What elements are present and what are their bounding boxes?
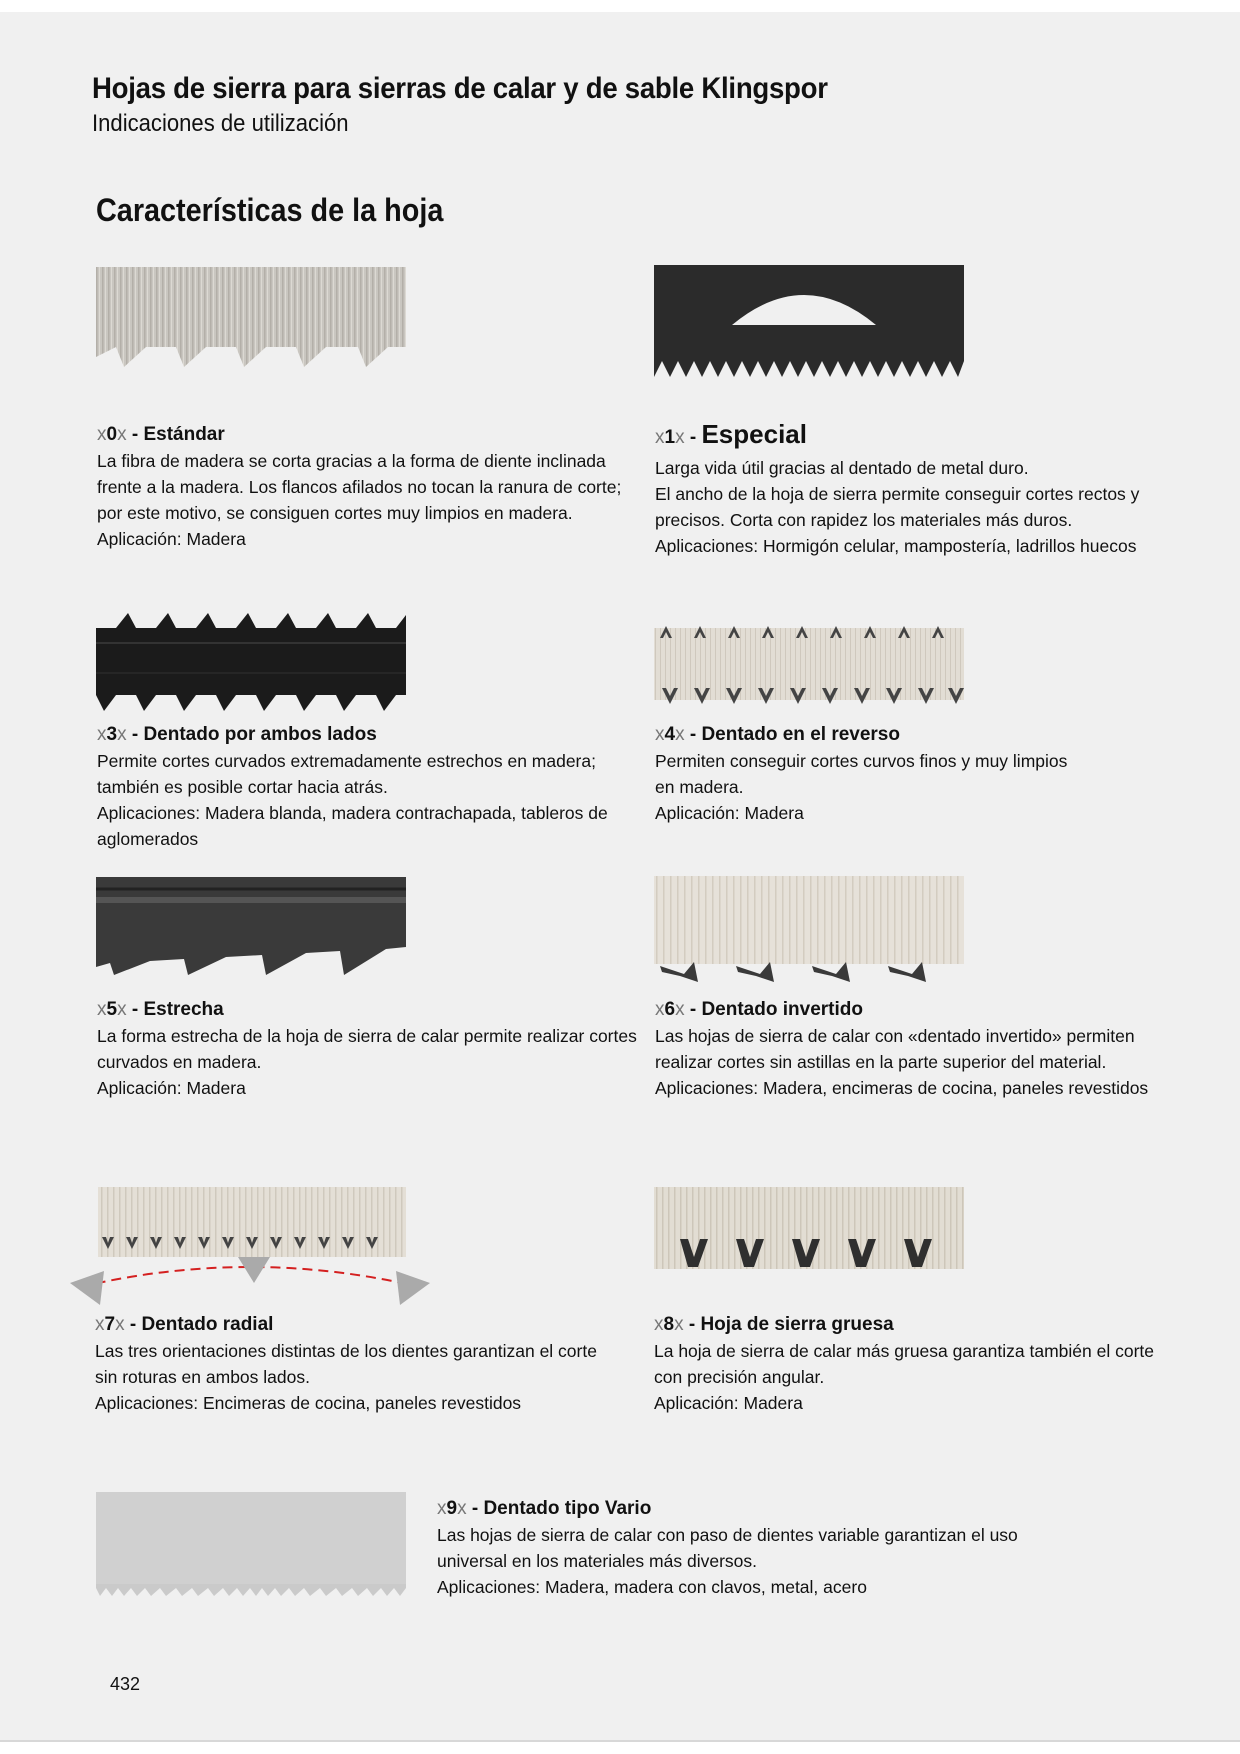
entry-text-line: Las hojas de sierra de calar con paso de dientes variable garantizan el uso — [437, 1525, 1018, 1545]
entry-heading: x8x - Hoja de sierra gruesa — [654, 1314, 894, 1335]
entry-heading: x4x - Dentado en el reverso — [655, 724, 900, 745]
entry-text-line: Permite cortes curvados extremadamente estrechos en madera; — [97, 751, 596, 771]
entry-heading: x1x - Especial — [655, 419, 807, 449]
blade-image-x7x — [70, 1187, 430, 1313]
entry-text-line: Larga vida útil gracias al dentado de metal duro. — [655, 458, 1029, 478]
entry-text-line: Aplicación: Madera — [97, 1078, 246, 1098]
entry-text-line: universal en los materiales más diversos. — [437, 1551, 757, 1571]
entry-heading: x3x - Dentado por ambos lados — [97, 724, 377, 745]
entry-text-line: con precisión angular. — [654, 1367, 825, 1387]
entry-text-line: Aplicaciones: Hormigón celular, mampostería, ladrillos huecos — [655, 536, 1137, 556]
section-title: Características de la hoja — [96, 192, 444, 228]
entry-text-line: La hoja de sierra de calar más gruesa garantiza también el corte — [654, 1341, 1154, 1361]
entry-text-line: precisos. Corta con rapidez los materiales más duros. — [655, 510, 1073, 530]
entry-x5x — [97, 997, 637, 1101]
entry-name: - Dentado en el reverso — [684, 724, 900, 745]
entry-x7x — [95, 1312, 615, 1416]
entry-text-line: Aplicación: Madera — [654, 1393, 803, 1413]
entry-name: - Dentado radial — [124, 1314, 274, 1335]
entry-text-line: curvados en madera. — [97, 1052, 262, 1072]
entry-heading: x6x - Dentado invertido — [655, 999, 863, 1020]
blade-image-x4x — [654, 606, 964, 724]
entry-text-line: Las tres orientaciones distintas de los dientes garantizan el corte — [95, 1341, 597, 1361]
entry-heading: x5x - Estrecha — [97, 999, 224, 1020]
blade-image-x9x — [96, 1492, 406, 1604]
entry-x0x — [97, 422, 622, 552]
blade-image-x0x — [96, 267, 406, 385]
blade-image-x1x — [654, 265, 964, 383]
blade-image-x6x — [654, 872, 964, 990]
entry-heading: x9x - Dentado tipo Vario — [437, 1498, 652, 1519]
entry-x6x — [655, 997, 1175, 1101]
entry-name: Especial — [701, 419, 807, 449]
entry-text-line: Aplicaciones: Madera, encimeras de cocina, paneles revestidos — [655, 1078, 1149, 1098]
entry-name: - Dentado por ambos lados — [126, 724, 377, 745]
entry-x4x — [655, 722, 1175, 826]
blade-image-x8x — [654, 1187, 964, 1269]
entry-name: - Dentado invertido — [684, 999, 863, 1020]
entry-text-line: frente a la madera. Los flancos afilados no tocan la ranura de corte; — [97, 477, 622, 497]
entry-text-line: Aplicaciones: Madera, madera con clavos, metal, acero — [437, 1577, 867, 1597]
entry-text-line: por este motivo, se consiguen cortes muy limpios en madera. — [97, 503, 573, 523]
entry-name: - Dentado tipo Vario — [466, 1498, 652, 1519]
entry-x3x — [97, 722, 617, 852]
blade-image-x3x — [96, 604, 406, 722]
document-title: Hojas de sierra para sierras de calar y de sable Klingspor — [92, 72, 828, 105]
entry-name: - Hoja de sierra gruesa — [683, 1314, 894, 1335]
entry-text-line: Aplicación: Madera — [655, 803, 804, 823]
entry-text-line: Aplicaciones: Madera blanda, madera contrachapada, tableros de — [97, 803, 608, 823]
entry-heading: x0x - Estándar — [97, 424, 225, 445]
entry-heading: x7x - Dentado radial — [95, 1314, 274, 1335]
entry-x9x — [437, 1496, 1018, 1600]
entry-text-line: Las hojas de sierra de calar con «dentado invertido» permiten — [655, 1026, 1135, 1046]
entry-x1x — [655, 417, 1175, 559]
entry-text-line: La forma estrecha de la hoja de sierra de calar permite realizar cortes — [97, 1026, 637, 1046]
entry-text-line: El ancho de la hoja de sierra permite conseguir cortes rectos y — [655, 484, 1140, 504]
entry-name: - Estándar — [126, 424, 225, 445]
blade-image-x5x — [96, 868, 406, 986]
entry-text-line: también es posible cortar hacia atrás. — [97, 777, 388, 797]
entry-text-line: aglomerados — [97, 829, 199, 849]
entry-x8x — [654, 1312, 1174, 1416]
entry-text-line: La fibra de madera se corta gracias a la forma de diente inclinada — [97, 451, 606, 471]
document-subtitle: Indicaciones de utilización — [92, 110, 349, 137]
entry-text-line: Permiten conseguir cortes curvos finos y muy limpios — [655, 751, 1068, 771]
entry-text-line: Aplicación: Madera — [97, 529, 246, 549]
entry-text-line: en madera. — [655, 777, 744, 797]
entry-text-line: sin roturas en ambos lados. — [95, 1367, 310, 1387]
entry-name: - Estrecha — [126, 999, 224, 1020]
page — [0, 12, 1240, 1742]
page-number: 432 — [110, 1674, 141, 1694]
entry-text-line: realizar cortes sin astillas en la parte superior del material. — [655, 1052, 1107, 1072]
entry-text-line: Aplicaciones: Encimeras de cocina, paneles revestidos — [95, 1393, 522, 1413]
